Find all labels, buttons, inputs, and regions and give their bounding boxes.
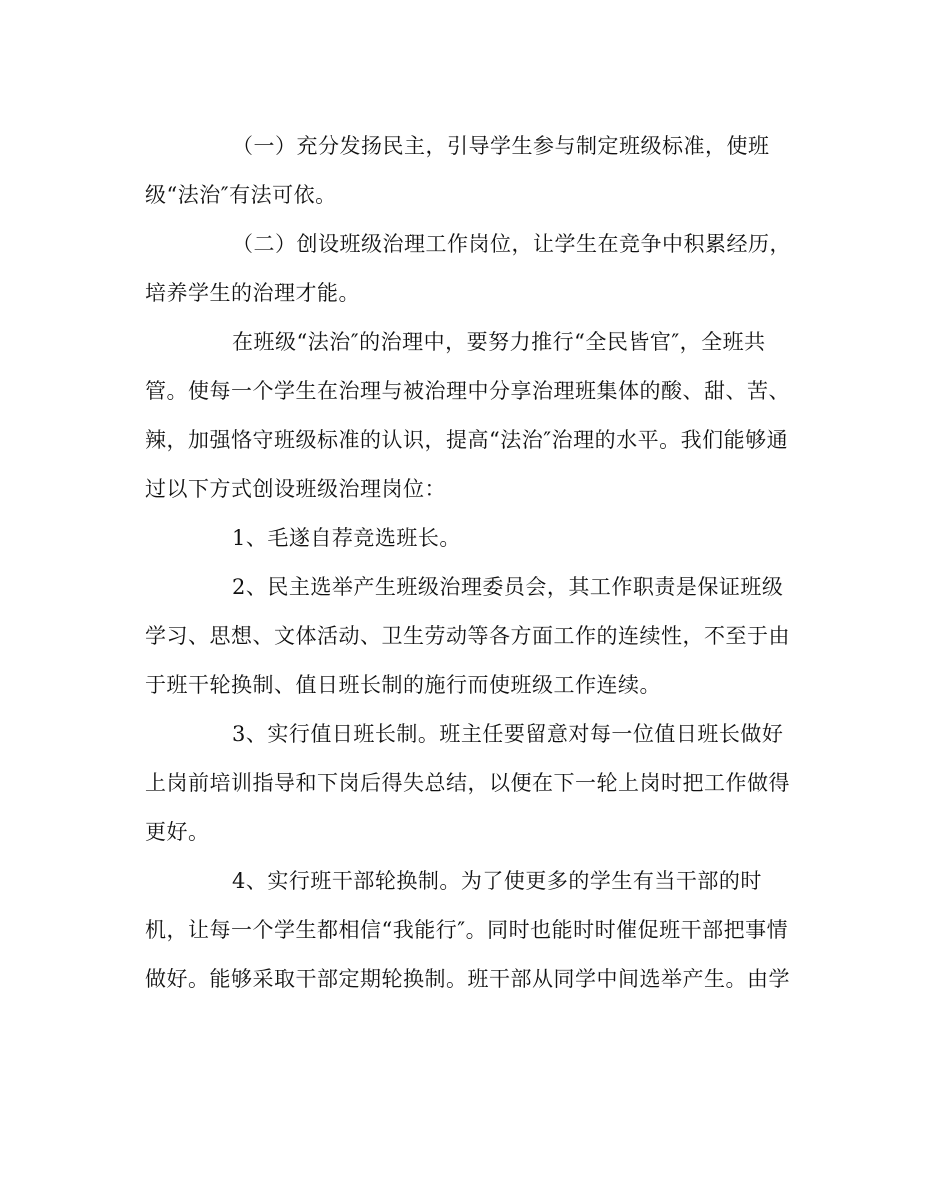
- text-line: （一）充分发扬民主，引导学生参与制定班级标准，使班: [232, 134, 770, 158]
- text-line: 1、毛遂自荐竞选班长。: [232, 526, 461, 550]
- text-line: 2、民主选举产生班级治理委员会，其工作职责是保证班级: [232, 575, 784, 599]
- text-line: 于班干轮换制、值日班长制的施行而使班级工作连续。: [145, 673, 661, 697]
- text-line: 3、实行值日班长制。班主任要留意对每一位值日班长做好: [232, 722, 784, 746]
- text-line: 4、实行班干部轮换制。为了使更多的学生有当干部的时: [232, 869, 762, 893]
- text-line: （二）创设班级治理工作岗位，让学生在竞争中积累经历，: [232, 232, 791, 256]
- text-line: 级“法治″有法可依。: [145, 183, 337, 207]
- text-line: 辣，加强恪守班级标准的认识，提高“法治″治理的水平。我们能够通: [145, 428, 789, 452]
- text-line: 学习、思想、文体活动、卫生劳动等各方面工作的连续性，不至于由: [145, 624, 790, 648]
- text-line: 更好。: [145, 820, 210, 844]
- text-line: 在班级“法治″的治理中，要努力推行“全民皆官″，全班共: [232, 330, 766, 354]
- text-line: 上岗前培训指导和下岗后得失总结，以便在下一轮上岗时把工作做得: [145, 771, 790, 795]
- text-line: 培养学生的治理才能。: [145, 281, 360, 305]
- text-line: 做好。能够采取干部定期轮换制。班干部从同学中间选举产生。由学: [145, 967, 790, 991]
- text-line: 机，让每一个学生都相信“我能行″。同时也能时时催促班干部把事情: [145, 918, 789, 942]
- text-line: 过以下方式创设班级治理岗位：: [145, 477, 446, 501]
- text-line: 管。使每一个学生在治理与被治理中分享治理班集体的酸、甜、苦、: [145, 379, 790, 403]
